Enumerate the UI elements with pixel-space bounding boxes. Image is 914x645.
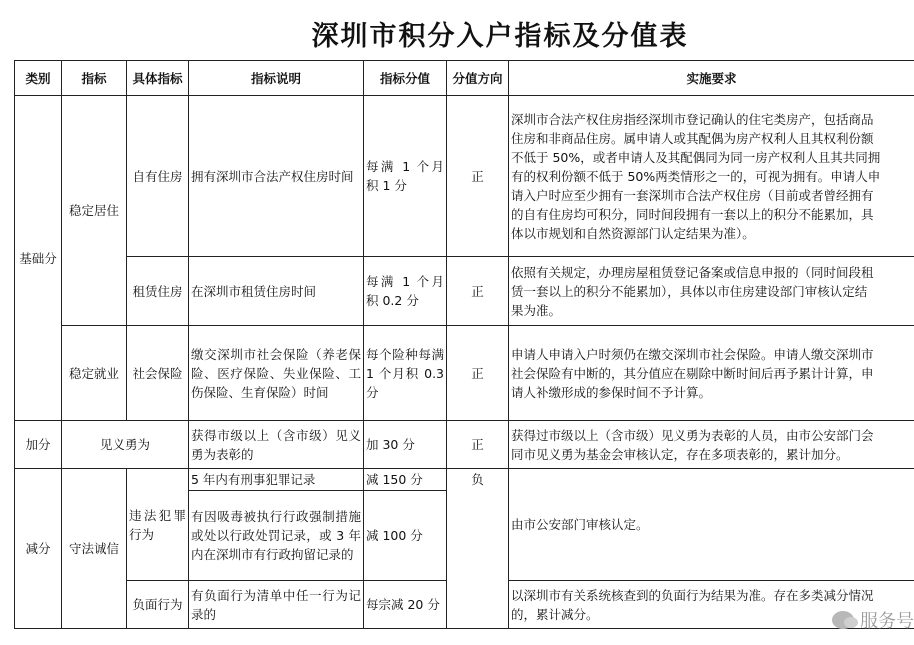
desc-bravery: 获得市级以上（含市级）见义勇为表彰的	[189, 421, 364, 469]
page-title: 深圳市积分入户指标及分值表	[311, 21, 689, 52]
req-social-insurance	[509, 326, 914, 421]
points-table	[14, 60, 914, 629]
table-row	[15, 257, 914, 326]
header-indicator: 指标	[62, 61, 127, 96]
category-basic: 基础分	[15, 96, 62, 421]
indicator-stable-living: 稳定居住	[62, 96, 127, 326]
score-negative: 每宗减 20 分	[364, 581, 447, 629]
req-line: 申请人申请入户时须仍在缴交深圳市社会保险。申请人缴交深圳市	[511, 346, 874, 362]
header-row	[15, 61, 914, 96]
score-crime-1: 减 150 分	[364, 469, 447, 491]
dir-bravery: 正	[447, 421, 509, 469]
req-line: 果为准。	[511, 302, 562, 318]
table-row	[15, 96, 914, 257]
header-score: 指标分值	[364, 61, 447, 96]
req-line: 不低于 50%，或者申请人及其配偶同为同一房产权利人且其共同拥	[511, 149, 881, 165]
dir-rent-house: 正	[447, 257, 509, 326]
score-own-house: 每满 1 个月积 1 分	[364, 96, 447, 257]
req-line: 赁一套以上的积分不能累加），具体以市住房建设部门审核认定结	[511, 283, 868, 299]
indicator-bravery: 见义勇为	[62, 421, 189, 469]
req-line: 请人补缴形成的参保时间不予计算。	[511, 384, 712, 400]
req-line: 住房和非商品住房。属申请人或其配偶为房产权利人且其权利份额	[511, 130, 874, 146]
desc-social-insurance: 缴交深圳市社会保险（养老保险、医疗保险、失业保险、工伤保险、生育保险）时间	[189, 326, 364, 421]
category-sub: 减分	[15, 469, 62, 629]
dir-negative: 负	[447, 469, 509, 629]
req-bravery	[509, 421, 914, 469]
category-add: 加分	[15, 421, 62, 469]
req-line: 深圳市合法产权住房指经深圳市登记确认的住宅类房产，包括商品	[511, 111, 874, 127]
sub-rent-house: 租赁住房	[127, 257, 189, 326]
dir-social-insurance: 正	[447, 326, 509, 421]
table-row	[15, 326, 914, 421]
score-crime-2: 减 100 分	[364, 491, 447, 581]
score-bravery: 加 30 分	[364, 421, 447, 469]
header-sub-indicator: 具体指标	[127, 61, 189, 96]
req-line: 依照有关规定，办理房屋租赁登记备案或信息申报的（同时间段租	[511, 264, 874, 280]
req-line: 请入户时应至少拥有一套深圳市合法产权住房（目前或者曾经拥有	[511, 187, 874, 203]
desc-negative: 有负面行为清单中任一行为记录的	[189, 581, 364, 629]
req-line: 体以市规划和自然资源部门认定结果为准）。	[511, 225, 755, 241]
desc-rent-house: 在深圳市租赁住房时间	[189, 257, 364, 326]
chat-bubble-icon	[832, 611, 854, 629]
sub-crime: 违法犯罪行为	[127, 469, 189, 581]
req-line: 社会保险有中断的，其分值应在剔除中断时间后再予累计计算，申	[511, 365, 874, 381]
sub-own-house: 自有住房	[127, 96, 189, 257]
watermark	[832, 607, 914, 633]
dir-own-house: 正	[447, 96, 509, 257]
desc-crime-1: 5 年内有刑事犯罪记录	[189, 469, 364, 491]
req-line: 同市见义勇为基金会审核认定，存在多项表彰的，累计加分。	[511, 446, 849, 462]
header-category: 类别	[15, 61, 62, 96]
req-line: 的自有住房均可积分，同时间段拥有一套以上的积分不能累加，具	[511, 206, 874, 222]
table-row	[15, 421, 914, 469]
sub-social-insurance: 社会保险	[127, 326, 189, 421]
req-rent-house	[509, 257, 914, 326]
desc-crime-2: 有因吸毒被执行行政强制措施或处以行政处罚记录，或 3 年内在深圳市有行政拘留记录的	[189, 491, 364, 581]
score-rent-house: 每满 1 个月积 0.2 分	[364, 257, 447, 326]
sub-negative: 负面行为	[127, 581, 189, 629]
header-requirement: 实施要求	[509, 61, 914, 96]
watermark-text: 服务号	[860, 611, 914, 632]
indicator-integrity: 守法诚信	[62, 469, 127, 629]
req-line: 获得过市级以上（含市级）见义勇为表彰的人员，由市公安部门会	[511, 427, 874, 443]
header-direction: 分值方向	[447, 61, 509, 96]
table-row	[15, 469, 914, 491]
req-crime: 由市公安部门审核认定。	[509, 469, 914, 581]
req-line: 有的权利份额不低于 50%两类情形之一的，可视为拥有。申请人申	[511, 168, 881, 184]
score-social-insurance: 每个险种每满 1 个月积 0.3 分	[364, 326, 447, 421]
req-line: 的，累计减分。	[511, 606, 599, 622]
req-own-house	[509, 96, 914, 257]
header-description: 指标说明	[189, 61, 364, 96]
desc-own-house: 拥有深圳市合法产权住房时间	[189, 96, 364, 257]
indicator-stable-job: 稳定就业	[62, 326, 127, 421]
req-line: 以深圳市有关系统核查到的负面行为结果为准。存在多类减分情况	[511, 587, 874, 603]
